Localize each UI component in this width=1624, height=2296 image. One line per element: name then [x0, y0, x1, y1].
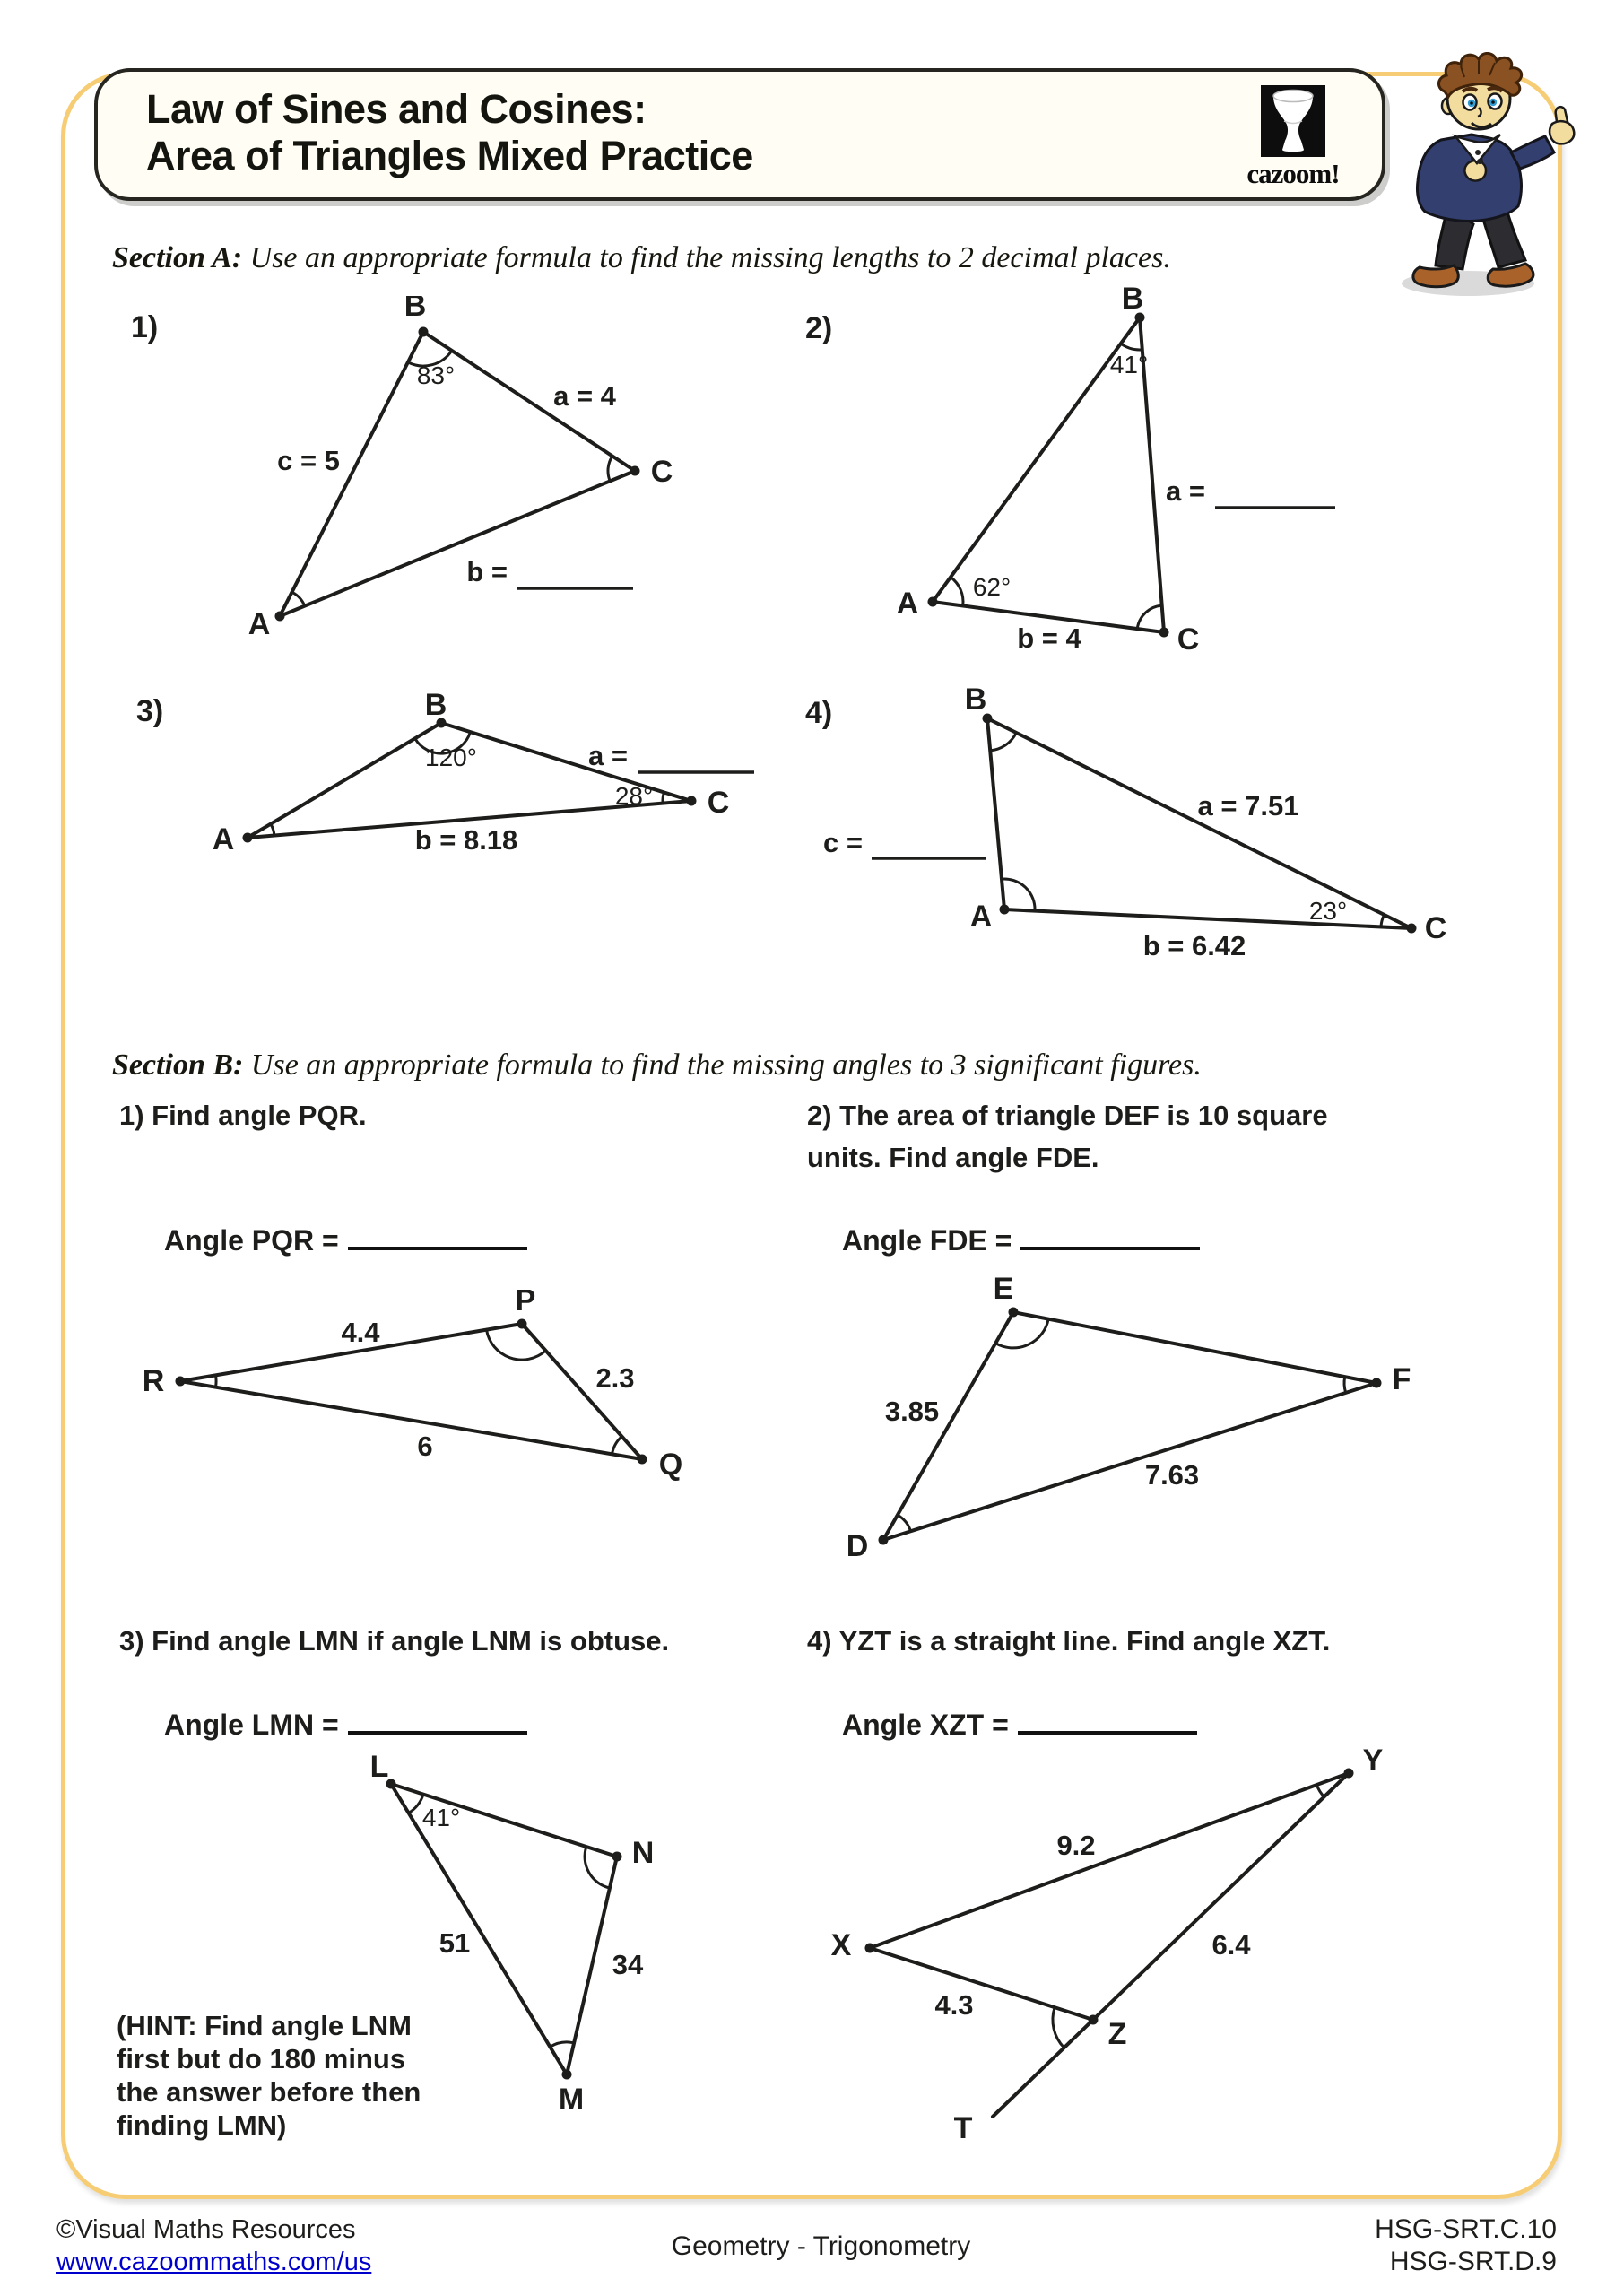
vertex-label-n: N — [631, 1836, 655, 1870]
angle-arc-c — [663, 793, 664, 804]
vertex-label-l: L — [369, 1750, 389, 1784]
vertex-label-q: Q — [658, 1448, 683, 1482]
vertex-label-b: B — [964, 683, 987, 717]
vertex-dot-a — [243, 833, 253, 843]
hint-line1: (HINT: Find angle LNM — [117, 2010, 412, 2041]
problem-3-number: 3) — [136, 694, 164, 728]
answer-row-fde — [842, 1220, 1200, 1257]
figure-triangle-abc-2 — [852, 287, 1372, 664]
angle-arc-c — [1137, 605, 1162, 629]
mascot-pupil — [1470, 101, 1473, 105]
vertex-dot-c — [1159, 628, 1169, 638]
djembe-drum-icon — [1261, 85, 1325, 157]
page-title — [146, 86, 753, 179]
answer-blank-lmn — [348, 1704, 527, 1735]
mascot-button — [1477, 159, 1482, 164]
angle-arc-a — [292, 592, 305, 606]
edge-ac — [1004, 909, 1411, 928]
angle-arc-q — [612, 1437, 622, 1455]
angle-label-c: 23° — [1308, 897, 1348, 925]
vertex-dot-d — [879, 1535, 889, 1545]
figure-triangle-pqr — [135, 1290, 717, 1483]
mascot-pupil — [1491, 100, 1495, 104]
side-label-rp: 4.4 — [341, 1317, 380, 1348]
vertex-dot-e — [1009, 1308, 1019, 1318]
footer-left — [56, 2213, 371, 2278]
side-label-b: b = 4 — [1017, 622, 1081, 654]
angle-arc-r — [216, 1375, 217, 1387]
problem-1-number: 1) — [131, 310, 159, 344]
vertex-dot-z — [1089, 2015, 1099, 2025]
vertex-dot-q — [638, 1455, 647, 1465]
answer-label-pqr: Angle PQR = — [164, 1224, 339, 1257]
vertex-label-f: F — [1392, 1362, 1411, 1396]
side-label-nm: 34 — [612, 1949, 644, 1980]
angle-arc-e — [995, 1319, 1048, 1348]
vertex-dot-p — [517, 1319, 527, 1329]
edge-xz — [870, 1948, 1093, 2020]
vertex-label-a: A — [212, 822, 235, 857]
side-label-de: 3.85 — [884, 1396, 940, 1427]
section-a-label: Section A: — [112, 241, 243, 274]
angle-arc-b — [990, 733, 1016, 751]
side-label-xz: 4.3 — [934, 1989, 974, 2021]
side-label-yz: 6.4 — [1211, 1929, 1251, 1961]
answer-label-lmn: Angle LMN = — [164, 1709, 339, 1741]
mascot-illustration — [1385, 52, 1592, 308]
figure-triangle-def — [834, 1274, 1426, 1561]
angle-arc-c — [608, 457, 612, 482]
edge-ef — [1013, 1312, 1376, 1383]
vertex-label-z: Z — [1107, 2017, 1127, 2051]
hint-line3: the answer before then — [117, 2076, 421, 2108]
side-label-lm: 51 — [439, 1927, 471, 1959]
mascot-hand — [1550, 121, 1574, 144]
edge-fd — [883, 1383, 1376, 1540]
vertex-label-r: R — [142, 1364, 165, 1398]
angle-arc-l — [409, 1795, 424, 1813]
question-2-prompt-line2: units. Find angle FDE. — [807, 1142, 1099, 1173]
angle-arc-m — [550, 2042, 574, 2047]
vertex-dot-n — [612, 1852, 622, 1862]
section-a-heading — [112, 241, 1171, 275]
answer-blank-pqr — [348, 1220, 527, 1250]
edge-cb — [987, 718, 1411, 928]
question-1-prompt: 1) Find angle PQR. — [119, 1100, 367, 1131]
vertex-dot-b — [419, 327, 429, 337]
cazoom-logo-text: cazoom! — [1246, 158, 1340, 189]
angle-arc-c — [1381, 915, 1385, 927]
answer-label-fde: Angle FDE = — [842, 1224, 1012, 1257]
mascot-button — [1475, 150, 1481, 155]
vertex-label-c: C — [707, 786, 730, 820]
edge-ab — [933, 317, 1140, 602]
vertex-dot-a — [275, 612, 285, 622]
blank-label-c: c = — [823, 827, 863, 858]
vertex-dot-y — [1344, 1769, 1354, 1779]
section-a-instruction: Use an appropriate formula to find the missing lengths to 2 decimal places. — [249, 241, 1171, 274]
vertex-dot-a — [1000, 905, 1010, 915]
vertex-label-c: C — [1424, 911, 1447, 945]
side-label-xy: 9.2 — [1056, 1830, 1096, 1861]
vertex-label-d: D — [846, 1529, 869, 1561]
mascot-arm — [1511, 136, 1554, 169]
vertex-label-y: Y — [1362, 1744, 1384, 1778]
side-label-pq: 2.3 — [595, 1362, 635, 1394]
blank-label-a: a = — [1166, 475, 1205, 507]
section-b-heading — [112, 1048, 1202, 1083]
angle-label-l: 41° — [421, 1804, 461, 1831]
answer-row-xzt — [842, 1704, 1197, 1742]
footer-standard-code-2: HSG-SRT.D.9 — [1389, 2247, 1557, 2276]
blank-label-a: a = — [588, 740, 628, 771]
edge-yzt-straight-line — [993, 1773, 1349, 2117]
vertex-dot-c — [630, 466, 640, 476]
hint-line4: finding LMN) — [117, 2109, 287, 2141]
vertex-label-a: A — [896, 587, 919, 621]
vertex-label-t: T — [953, 2111, 973, 2144]
vertex-dot-m — [562, 2070, 572, 2080]
page-title-line1: Law of Sines and Cosines: — [146, 86, 647, 132]
mascot-shoe — [1488, 264, 1533, 286]
angle-arc-b — [1121, 344, 1142, 350]
answer-blank-fde — [1020, 1220, 1200, 1250]
answer-row-lmn — [164, 1704, 527, 1742]
side-label-a: a = 4 — [553, 380, 616, 412]
angle-label-b: 83° — [416, 361, 456, 389]
edge-ca — [280, 471, 635, 616]
figure-triangle-abc-3 — [161, 683, 771, 863]
side-label-df: 7.63 — [1144, 1459, 1200, 1491]
edge-bc — [441, 723, 691, 801]
vertex-label-b: B — [1121, 287, 1144, 316]
answer-row-pqr — [164, 1220, 527, 1257]
side-label-b: b = 8.18 — [414, 824, 518, 856]
answer-label-xzt: Angle XZT = — [842, 1709, 1009, 1741]
edge-ab — [248, 723, 441, 838]
footer-standards — [1375, 2213, 1557, 2278]
angle-arc-p — [487, 1330, 546, 1360]
vertex-dot-f — [1372, 1378, 1382, 1388]
angle-arc-a — [271, 824, 274, 836]
angle-arc-a — [951, 578, 963, 606]
vertex-label-p: P — [515, 1290, 536, 1318]
answer-blank-xzt — [1018, 1704, 1197, 1735]
vertex-label-x: X — [830, 1928, 852, 1962]
angle-label-b: 120° — [425, 744, 477, 771]
problem-2-number: 2) — [805, 311, 833, 345]
footer-subject: Geometry - Trigonometry — [671, 2231, 971, 2261]
vertex-label-m: M — [558, 2083, 585, 2117]
vertex-label-a: A — [248, 607, 271, 641]
footer-url-link[interactable]: www.cazoommaths.com/us — [56, 2248, 372, 2276]
section-b-instruction: Use an appropriate formula to find the missing angles to 3 significant figures. — [250, 1048, 1202, 1082]
cazoom-logo — [1230, 85, 1356, 190]
mascot-shoe — [1413, 265, 1458, 287]
angle-label-a: 62° — [972, 573, 1012, 601]
problem-4-number: 4) — [805, 696, 833, 730]
angle-arc-xzt — [1053, 2007, 1064, 2048]
mascot-hand — [1464, 161, 1486, 180]
figure-xzt — [821, 1744, 1385, 2144]
vertex-label-a: A — [969, 900, 993, 934]
angle-label-b: 41° — [1109, 351, 1149, 378]
question-3-prompt: 3) Find angle LMN if angle LNM is obtuse. — [119, 1625, 670, 1657]
side-label-c: c = 5 — [277, 445, 340, 476]
hint-text — [117, 2009, 421, 2142]
edge-qr — [180, 1381, 642, 1459]
vertex-dot-c — [1407, 924, 1417, 934]
question-4-prompt: 4) YZT is a straight line. Find angle XZT. — [807, 1625, 1331, 1657]
question-2-prompt-line1: 2) The area of triangle DEF is 10 square — [807, 1100, 1328, 1131]
figure-triangle-abc-1 — [108, 296, 682, 646]
angle-label-c: 28° — [614, 782, 654, 810]
vertex-dot-a — [928, 597, 938, 607]
vertex-dot-c — [687, 796, 697, 806]
vertex-dot-r — [176, 1377, 186, 1387]
vertex-label-b: B — [404, 296, 427, 323]
edge-xy — [870, 1773, 1349, 1948]
footer-standard-code-1: HSG-SRT.C.10 — [1375, 2214, 1557, 2244]
vertex-label-b: B — [424, 688, 447, 722]
side-label-rq: 6 — [417, 1431, 433, 1462]
angle-arc-f — [1344, 1377, 1346, 1393]
hint-line2: first but do 180 minus — [117, 2043, 406, 2074]
angle-arc-d — [898, 1515, 911, 1531]
footer-copyright: ©Visual Maths Resources — [56, 2215, 356, 2244]
side-label-a: a = 7.51 — [1197, 790, 1299, 822]
figure-triangle-abc-4 — [798, 683, 1453, 966]
page-title-line2: Area of Triangles Mixed Practice — [146, 133, 753, 178]
vertex-dot-x — [865, 1944, 875, 1953]
vertex-label-e: E — [993, 1274, 1014, 1306]
side-label-b: b = 6.42 — [1142, 930, 1246, 961]
vertex-label-c: C — [650, 455, 673, 489]
vertex-label-c: C — [1177, 622, 1200, 657]
cazoom-logo-icon — [1261, 85, 1325, 157]
angle-arc-y — [1316, 1785, 1324, 1796]
section-b-label: Section B: — [112, 1048, 244, 1082]
blank-label-b: b = — [466, 556, 508, 587]
